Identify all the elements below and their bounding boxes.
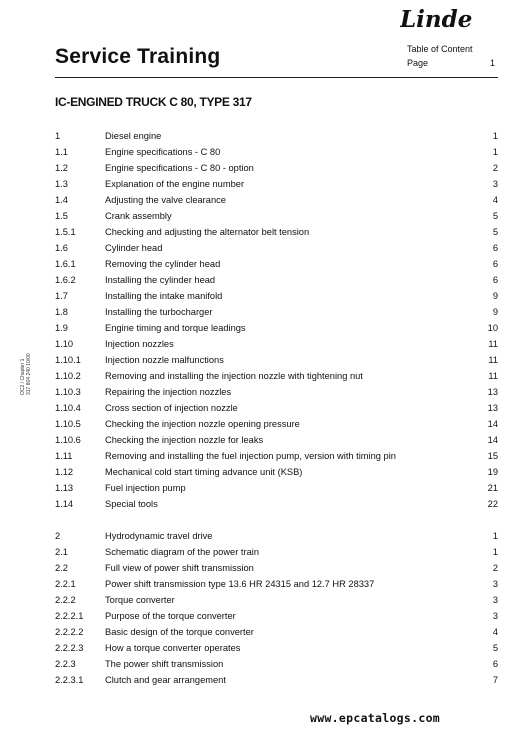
toc-entry-title: Fuel injection pump	[105, 483, 186, 493]
toc-entry	[55, 480, 498, 496]
toc-entry-title: Adjusting the valve clearance	[105, 195, 226, 205]
toc-entry-title: Installing the intake manifold	[105, 291, 223, 301]
toc-entry	[55, 288, 498, 304]
toc-entry-page: 14	[487, 435, 498, 445]
toc-entry	[55, 496, 498, 512]
toc-entry-page: 10	[487, 323, 498, 333]
toc-entry-page: 6	[492, 275, 498, 285]
toc-entry-page: 22	[487, 499, 498, 509]
toc-entry-title: Explanation of the engine number	[105, 179, 245, 189]
toc-entry-page: 4	[492, 627, 498, 637]
toc-entry-title: Diesel engine	[105, 131, 162, 141]
toc-entry	[55, 224, 498, 240]
toc-entry-title: Power shift transmission type 13.6 HR 24315 and 12.7 HR 28337	[105, 579, 375, 589]
toc-entry-title: Torque converter	[105, 595, 175, 605]
toc-entry-page: 3	[492, 595, 498, 605]
toc-entry-number: 1.10.4	[55, 403, 81, 413]
toc-entry-title: Checking and adjusting the alternator belt tension	[105, 227, 310, 237]
toc-section-gap	[55, 512, 498, 528]
toc-entry-number: 1.14	[55, 499, 74, 509]
toc-entry	[55, 640, 498, 656]
toc-entry-number: 2.2	[55, 563, 68, 573]
toc-entry	[55, 304, 498, 320]
linde-logo	[400, 6, 498, 32]
toc-entry	[55, 656, 498, 672]
toc-entry	[55, 320, 498, 336]
toc-entry-title: Crank assembly	[105, 211, 172, 221]
toc-entry-number: 2.2.3.1	[55, 675, 84, 685]
toc-entry-number: 1.13	[55, 483, 74, 493]
toc-entry-title: Special tools	[105, 499, 158, 509]
toc-entry-number: 2.2.2.3	[55, 643, 84, 653]
toc-entry	[55, 416, 498, 432]
toc-entry-number: 1	[55, 131, 61, 141]
toc-entry-title: Checking the injection nozzle opening pressure	[105, 419, 300, 429]
toc-entry-page: 5	[492, 227, 498, 237]
toc-entry-number: 1.8	[55, 307, 68, 317]
meta-page-number: 1	[489, 58, 495, 68]
meta-label-toc: Table of Content	[407, 44, 473, 54]
toc-entry	[55, 192, 498, 208]
toc-entry-page: 3	[492, 179, 498, 189]
toc-entry-number: 2	[55, 531, 61, 541]
toc-entry-number: 1.10.2	[55, 371, 81, 381]
toc-entry-title: Removing the cylinder head	[105, 259, 221, 269]
toc-entry	[55, 352, 498, 368]
side-note-line-2: 317 804 240 10/00	[26, 353, 32, 395]
toc-entry-page: 4	[492, 195, 498, 205]
toc-entry-page: 11	[488, 371, 498, 381]
toc-entry-title: Engine specifications - C 80	[105, 147, 221, 157]
toc-entry-page: 21	[487, 483, 498, 493]
toc-entry-title: Injection nozzle malfunctions	[105, 355, 224, 365]
toc-entry-title: Schematic diagram of the power train	[105, 547, 259, 557]
toc-entry-title: Repairing the injection nozzles	[105, 387, 232, 397]
table-of-contents	[55, 128, 498, 688]
toc-entry-title: Engine timing and torque leadings	[105, 323, 246, 333]
toc-entry-number: 1.3	[55, 179, 68, 189]
toc-entry-number: 1.10.5	[55, 419, 81, 429]
toc-entry-page: 1	[492, 547, 498, 557]
toc-entry-page: 1	[492, 147, 498, 157]
toc-entry-title: The power shift transmission	[105, 659, 224, 669]
toc-entry-number: 1.9	[55, 323, 68, 333]
toc-entry-number: 1.5.1	[55, 227, 76, 237]
meta-label-page: Page	[407, 58, 429, 68]
toc-entry-title: Installing the cylinder head	[105, 275, 216, 285]
toc-entry-number: 1.10.3	[55, 387, 81, 397]
toc-entry-number: 2.2.2.1	[55, 611, 84, 621]
toc-entry-page: 14	[487, 419, 498, 429]
toc-entry	[55, 560, 498, 576]
toc-entry-number: 1.5	[55, 211, 68, 221]
toc-entry	[55, 240, 498, 256]
toc-entry-title: Full view of power shift transmission	[105, 563, 254, 573]
toc-entry-title: Purpose of the torque converter	[105, 611, 236, 621]
toc-entry-title: Injection nozzles	[105, 339, 174, 349]
toc-entry-number: 1.4	[55, 195, 68, 205]
toc-entry-title: Installing the turbocharger	[105, 307, 213, 317]
header-rule	[55, 77, 498, 78]
toc-entry-number: 1.12	[55, 467, 74, 477]
page-title: Service Training	[55, 45, 221, 68]
toc-entry	[55, 272, 498, 288]
toc-entry	[55, 384, 498, 400]
toc-entry	[55, 368, 498, 384]
toc-entry	[55, 576, 498, 592]
toc-entry-page: 5	[492, 211, 498, 221]
toc-entry	[55, 592, 498, 608]
toc-entry	[55, 544, 498, 560]
toc-entry-title: Basic design of the torque converter	[105, 627, 254, 637]
toc-entry-page: 1	[492, 531, 498, 541]
toc-entry-number: 1.10	[55, 339, 74, 349]
toc-entry-title: Hydrodynamic travel drive	[105, 531, 213, 541]
toc-entry-page: 5	[492, 643, 498, 653]
toc-entry-page: 13	[487, 403, 498, 413]
toc-entry	[55, 624, 498, 640]
toc-entry-title: Cross section of injection nozzle	[105, 403, 238, 413]
toc-entry-number: 2.2.3	[55, 659, 76, 669]
toc-entry-number: 1.7	[55, 291, 68, 301]
toc-entry	[55, 336, 498, 352]
toc-entry	[55, 176, 498, 192]
toc-entry-page: 1	[492, 131, 498, 141]
toc-entry-title: Engine specifications - C 80 - option	[105, 163, 254, 173]
toc-entry-number: 1.6.1	[55, 259, 76, 269]
toc-entry	[55, 528, 498, 544]
toc-entry-number: 2.2.2.2	[55, 627, 84, 637]
toc-entry	[55, 464, 498, 480]
side-note	[20, 325, 40, 395]
toc-entry-number: 1.10.1	[55, 355, 81, 365]
toc-entry-page: 11	[488, 339, 498, 349]
toc-entry-title: Removing and installing the injection nozzle with tightening nut	[105, 371, 363, 381]
toc-entry-page: 2	[492, 563, 498, 573]
toc-entry-title: Mechanical cold start timing advance unit (KSB)	[105, 467, 303, 477]
toc-entry-page: 3	[492, 579, 498, 589]
toc-entry	[55, 144, 498, 160]
toc-entry	[55, 448, 498, 464]
page-meta	[407, 42, 495, 70]
toc-entry-page: 7	[492, 675, 498, 685]
document-subtitle: IC-ENGINED TRUCK C 80, TYPE 317	[55, 95, 252, 109]
toc-entry-page: 3	[492, 611, 498, 621]
logo-text: Linde	[400, 6, 473, 32]
toc-entry-title: Checking the injection nozzle for leaks	[105, 435, 264, 445]
toc-entry-page: 6	[492, 243, 498, 253]
toc-entry-number: 1.1	[55, 147, 68, 157]
toc-entry-title: Cylinder head	[105, 243, 163, 253]
toc-entry-page: 9	[492, 291, 498, 301]
toc-entry	[55, 208, 498, 224]
toc-entry-page: 13	[487, 387, 498, 397]
toc-entry	[55, 608, 498, 624]
toc-entry-number: 2.2.2	[55, 595, 76, 605]
side-note-line-1: OC2 / Chapter 1	[20, 358, 26, 395]
toc-entry-number: 1.6	[55, 243, 68, 253]
toc-entry-title: Removing and installing the fuel injection pump, version with timing pin	[105, 451, 396, 461]
toc-entry-number: 2.1	[55, 547, 68, 557]
toc-entry-title: Clutch and gear arrangement	[105, 675, 226, 685]
toc-entry-page: 19	[487, 467, 498, 477]
toc-entry-page: 9	[492, 307, 498, 317]
toc-entry-number: 1.6.2	[55, 275, 76, 285]
toc-entry-page: 6	[492, 659, 498, 669]
toc-entry	[55, 400, 498, 416]
toc-entry	[55, 672, 498, 688]
toc-entry	[55, 432, 498, 448]
toc-entry-page: 15	[487, 451, 498, 461]
toc-entry-number: 2.2.1	[55, 579, 76, 589]
toc-entry-page: 2	[492, 163, 498, 173]
toc-entry-page: 11	[488, 355, 498, 365]
toc-entry	[55, 160, 498, 176]
footer-url[interactable]: www.epcatalogs.com	[310, 711, 441, 725]
toc-entry-number: 1.11	[55, 451, 73, 461]
toc-entry	[55, 128, 498, 144]
toc-entry	[55, 256, 498, 272]
toc-entry-number: 1.10.6	[55, 435, 81, 445]
toc-entry-page: 6	[492, 259, 498, 269]
toc-entry-title: How a torque converter operates	[105, 643, 241, 653]
toc-entry-number: 1.2	[55, 163, 68, 173]
